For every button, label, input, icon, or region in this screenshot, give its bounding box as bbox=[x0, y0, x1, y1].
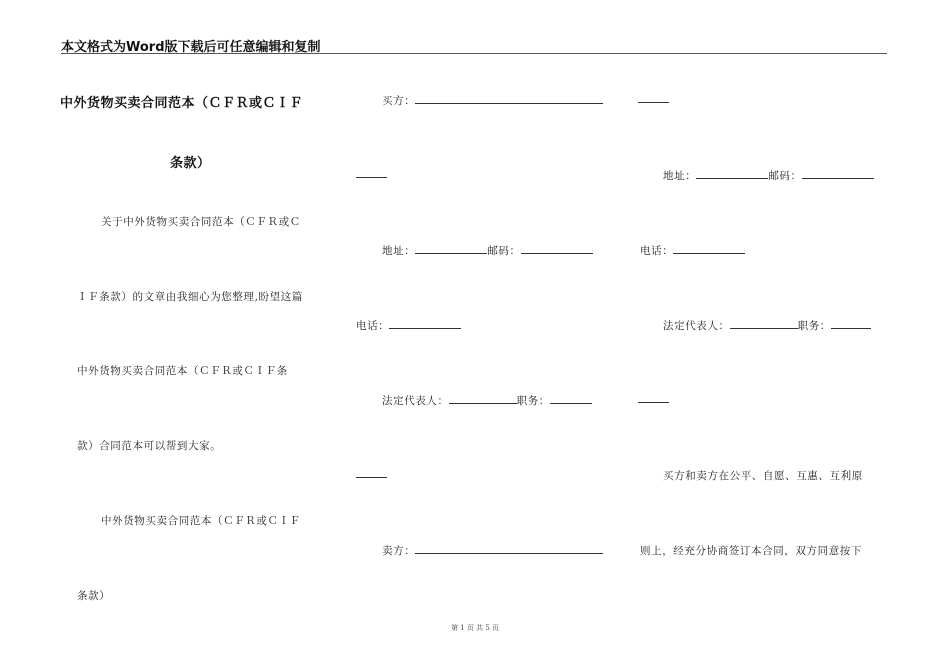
position-label: 职务： bbox=[516, 395, 550, 407]
phone-label: 电话： bbox=[356, 320, 390, 332]
buyer-blank bbox=[415, 94, 603, 104]
address-blank bbox=[415, 244, 487, 254]
seller-address-row bbox=[663, 168, 874, 183]
legal-rep-blank bbox=[730, 319, 798, 329]
doc-title-line1: 中外货物买卖合同范本（ＣＦＲ或ＣＩＦ bbox=[60, 96, 304, 111]
right-continuation-1 bbox=[638, 93, 669, 106]
buyer-phone-row bbox=[356, 318, 461, 333]
agreement-line-2: 则上，经充分协商签订本合同，双方同意按下 bbox=[640, 545, 862, 557]
seller-row bbox=[382, 543, 603, 558]
buyer-label: 买方： bbox=[382, 95, 416, 107]
postcode-label: 邮码： bbox=[487, 245, 521, 257]
doc-title-line2: 条款） bbox=[170, 156, 211, 171]
address-label: 地址： bbox=[382, 245, 416, 257]
buyer-address-row bbox=[382, 243, 593, 258]
seller-blank bbox=[415, 544, 603, 554]
buyer-legal-rep-row bbox=[382, 393, 592, 408]
intro-line-3: 中外货物买卖合同范本（ＣＦＲ或ＣＩＦ条 bbox=[77, 365, 288, 377]
phone-blank bbox=[673, 244, 745, 254]
continuation-blank bbox=[356, 168, 387, 178]
position-blank bbox=[550, 394, 592, 404]
buyer-row bbox=[382, 93, 603, 108]
postcode-blank bbox=[802, 169, 874, 179]
seller-legal-rep-row bbox=[663, 318, 871, 333]
subtitle-line-2: 条款） bbox=[77, 590, 111, 602]
continuation-blank bbox=[638, 393, 669, 403]
address-label: 地址： bbox=[663, 170, 697, 182]
legal-rep-blank bbox=[449, 394, 517, 404]
document-header: 本文格式为Word版下载后可任意编辑和复制 bbox=[61, 40, 321, 55]
seller-label: 卖方： bbox=[382, 545, 416, 557]
phone-blank bbox=[389, 319, 461, 329]
intro-line-2: ＩＦ条款）的文章由我细心为您整理,盼望这篇 bbox=[77, 291, 303, 303]
address-blank bbox=[696, 169, 768, 179]
legal-rep-label: 法定代表人： bbox=[382, 395, 449, 407]
position-label: 职务： bbox=[797, 320, 831, 332]
postcode-label: 邮码： bbox=[768, 170, 802, 182]
header-divider bbox=[61, 53, 887, 54]
mid-continuation-2 bbox=[356, 468, 387, 481]
legal-rep-label: 法定代表人： bbox=[663, 320, 730, 332]
continuation-blank bbox=[638, 93, 669, 103]
agreement-line-1: 买方和卖方在公平、自愿、互惠、互利原 bbox=[663, 470, 863, 482]
right-continuation-2 bbox=[638, 393, 669, 406]
position-blank bbox=[831, 319, 871, 329]
page-number: 第 1 页 共 5 页 bbox=[450, 624, 500, 632]
postcode-blank bbox=[521, 244, 593, 254]
seller-phone-row bbox=[640, 243, 745, 258]
intro-line-1: 关于中外货物买卖合同范本（ＣＦＲ或Ｃ bbox=[101, 216, 301, 228]
phone-label: 电话： bbox=[640, 245, 674, 257]
subtitle-line-1: 中外货物买卖合同范本（ＣＦＲ或ＣＩＦ bbox=[101, 515, 301, 527]
intro-line-4: 款）合同范本可以帮到大家。 bbox=[77, 440, 222, 452]
continuation-blank bbox=[356, 468, 387, 478]
mid-continuation-1 bbox=[356, 168, 387, 181]
